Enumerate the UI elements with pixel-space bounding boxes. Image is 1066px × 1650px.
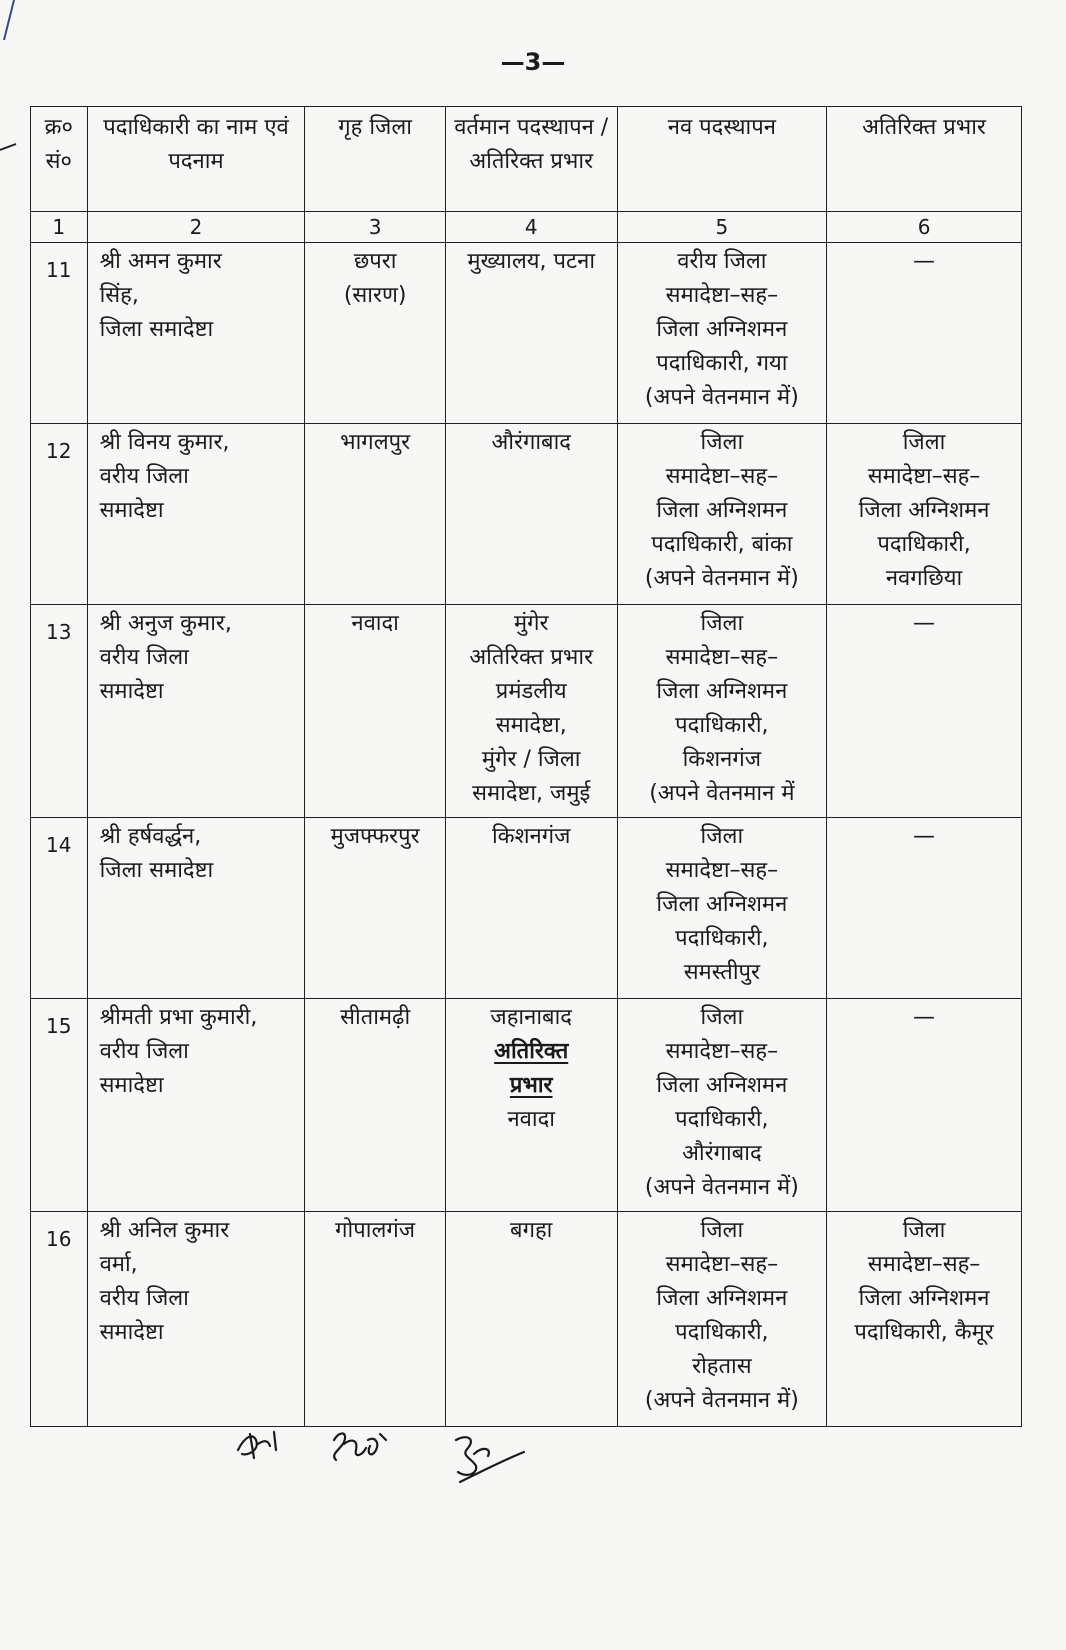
home-district: सीतामढ़ी [305, 999, 445, 1212]
additional-charge-station: नवादा [507, 1107, 555, 1132]
header-home-district: गृह जिला [305, 107, 445, 212]
column-number: 4 [445, 212, 617, 243]
header-serial: क्र० सं० [31, 107, 88, 212]
signature-3 [456, 1437, 524, 1482]
serial-number: 13 [31, 605, 88, 818]
table-row [31, 818, 1022, 999]
header-additional-charge: अतिरिक्त प्रभार [827, 107, 1022, 212]
additional-charge: — [827, 605, 1022, 818]
new-posting: जिला समादेष्टा–सह– जिला अग्निशमन पदाधिकारी, किशनगंज (अपने वेतनमान में [617, 605, 827, 818]
additional-charge: जिला समादेष्टा–सह– जिला अग्निशमन पदाधिकारी, कैमूर [827, 1212, 1022, 1427]
scan-edge-mark [0, 0, 30, 180]
serial-number: 14 [31, 818, 88, 999]
home-district: गोपालगंज [305, 1212, 445, 1427]
additional-charge: — [827, 243, 1022, 424]
signature-1 [238, 1432, 276, 1458]
current-posting [445, 999, 617, 1212]
officer-name: श्री विनय कुमार, वरीय जिला समादेष्टा [87, 424, 305, 605]
home-district: मुजफ्फरपुर [305, 818, 445, 999]
column-number: 3 [305, 212, 445, 243]
current-posting: मुंगेर अतिरिक्त प्रभार प्रमंडलीय समादेष्टा, मुंगेर / जिला समादेष्टा, जमुई [445, 605, 617, 818]
table-row [31, 605, 1022, 818]
table-row [31, 424, 1022, 605]
signatures [230, 1410, 550, 1500]
officer-name: श्री अनुज कुमार, वरीय जिला समादेष्टा [87, 605, 305, 818]
header-current-posting: वर्तमान पदस्थापन / अतिरिक्त प्रभार [445, 107, 617, 212]
new-posting: वरीय जिला समादेष्टा–सह– जिला अग्निशमन पदाधिकारी, गया (अपने वेतनमान में) [617, 243, 827, 424]
additional-charge-label: अतिरिक्त प्रभार [494, 1039, 569, 1098]
new-posting: जिला समादेष्टा–सह– जिला अग्निशमन पदाधिकारी, बांका (अपने वेतनमान में) [617, 424, 827, 605]
officer-name: श्री अनिल कुमार वर्मा, वरीय जिला समादेष्टा [87, 1212, 305, 1427]
serial-number: 15 [31, 999, 88, 1212]
column-number: 6 [827, 212, 1022, 243]
header-officer-name: पदाधिकारी का नाम एवं पदनाम [87, 107, 305, 212]
home-district: भागलपुर [305, 424, 445, 605]
current-posting-station: जहानाबाद [490, 1005, 572, 1030]
additional-charge: जिला समादेष्टा–सह– जिला अग्निशमन पदाधिकारी, नवगछिया [827, 424, 1022, 605]
signature-2 [334, 1433, 386, 1460]
current-posting: किशनगंज [445, 818, 617, 999]
serial-number: 16 [31, 1212, 88, 1427]
additional-charge: — [827, 818, 1022, 999]
home-district: छपरा (सारण) [305, 243, 445, 424]
column-number-row [31, 212, 1022, 243]
new-posting: जिला समादेष्टा–सह– जिला अग्निशमन पदाधिकारी, समस्तीपुर [617, 818, 827, 999]
new-posting: जिला समादेष्टा–सह– जिला अग्निशमन पदाधिकारी, औरंगाबाद (अपने वेतनमान में) [617, 999, 827, 1212]
current-posting: बगहा [445, 1212, 617, 1427]
new-posting: जिला समादेष्टा–सह– जिला अग्निशमन पदाधिकारी, रोहतास (अपने वेतनमान में) [617, 1212, 827, 1427]
header-new-posting: नव पदस्थापन [617, 107, 827, 212]
serial-number: 11 [31, 243, 88, 424]
posting-table [30, 106, 1022, 1427]
current-posting: औरंगाबाद [445, 424, 617, 605]
table-row [31, 999, 1022, 1212]
signature-scribbles [230, 1410, 550, 1500]
current-posting: मुख्यालय, पटना [445, 243, 617, 424]
table-row [31, 1212, 1022, 1427]
officer-name: श्री अमन कुमार सिंह, जिला समादेष्टा [87, 243, 305, 424]
officer-name: श्रीमती प्रभा कुमारी, वरीय जिला समादेष्टा [87, 999, 305, 1212]
serial-number: 12 [31, 424, 88, 605]
additional-charge: — [827, 999, 1022, 1212]
home-district: नवादा [305, 605, 445, 818]
column-number: 5 [617, 212, 827, 243]
page-number: —3— [500, 48, 566, 76]
table-header-row [31, 107, 1022, 212]
column-number: 1 [31, 212, 88, 243]
column-number: 2 [87, 212, 305, 243]
table-row [31, 243, 1022, 424]
officer-name: श्री हर्षवर्द्धन, जिला समादेष्टा [87, 818, 305, 999]
